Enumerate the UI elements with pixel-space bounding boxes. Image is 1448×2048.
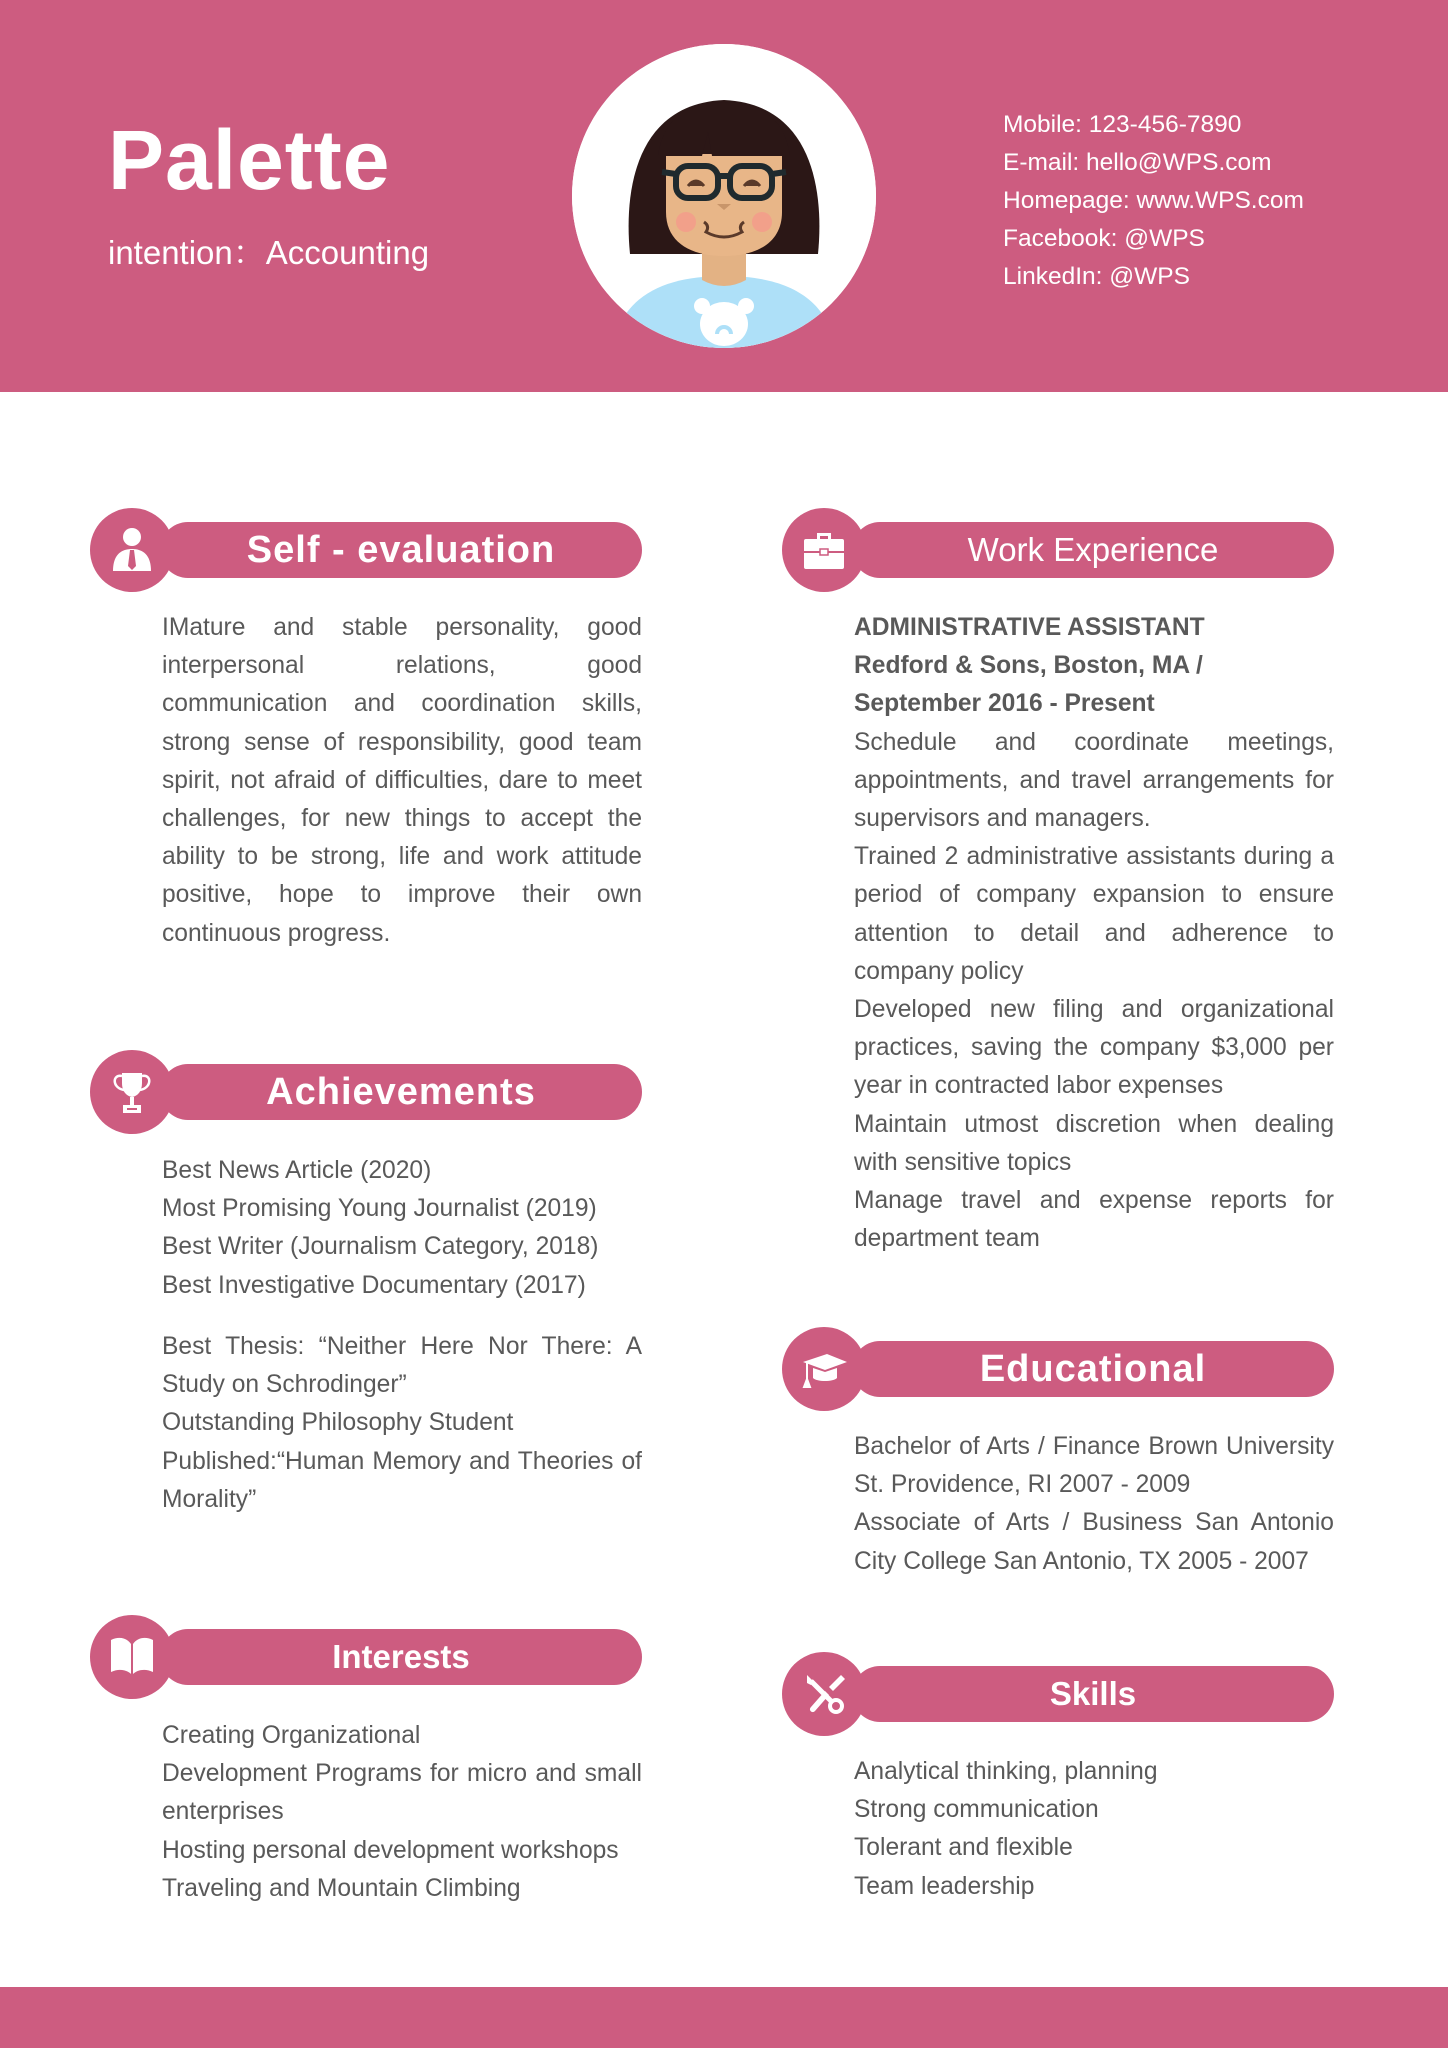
job-title: ADMINISTRATIVE ASSISTANT	[854, 614, 1205, 641]
list-item: Schedule and coordinate meetings, appointments, and travel arrangements for supervisors and managers.	[854, 728, 1334, 833]
section-header-educational	[782, 1327, 1334, 1411]
section-header-skills	[782, 1652, 1334, 1736]
header-band	[0, 0, 1448, 392]
list-item: Hosting personal development workshops	[162, 1836, 619, 1864]
briefcase-icon	[799, 525, 849, 575]
contact-mobile: Mobile: 123-456-7890	[1003, 111, 1242, 138]
candidate-name: Palette	[108, 113, 391, 207]
interests-list	[162, 1717, 642, 1908]
graduation-cap-icon	[799, 1344, 849, 1394]
wrench-screwdriver-icon	[799, 1669, 849, 1719]
contact-email[interactable]: E-mail: hello@WPS.com	[1003, 149, 1272, 176]
section-header-work-experience	[782, 508, 1334, 592]
contact-linkedin[interactable]: LinkedIn: @WPS	[1003, 263, 1190, 290]
contact-facebook[interactable]: Facebook: @WPS	[1003, 225, 1205, 252]
person-with-tie-icon	[107, 525, 157, 575]
list-item: Trained 2 administrative assistants during a period of company expansion to ensure attention to detail and adherence to company policy	[854, 843, 1334, 985]
list-item: Developed new filing and organizational practices, saving the company $3,000 per year in contracted labor expenses	[854, 996, 1334, 1100]
cartoon-girl-avatar-icon	[572, 44, 876, 348]
section-header-achievements	[90, 1050, 642, 1134]
open-book-icon	[107, 1632, 157, 1682]
list-item: Best Investigative Documentary (2017)	[162, 1271, 586, 1299]
list-item: Traveling and Mountain Climbing	[162, 1874, 521, 1902]
list-item: Associate of Arts / Business San Antonio City College San Antonio, TX 2005 - 2007	[854, 1509, 1334, 1575]
list-item: Creating Organizational	[162, 1722, 421, 1749]
work-experience-body	[854, 609, 1334, 1258]
contact-list	[1003, 106, 1304, 296]
section-title: Self - evaluation	[246, 529, 556, 571]
section-title: Work Experience	[967, 531, 1219, 568]
list-item: Tolerant and flexible	[854, 1834, 1073, 1862]
educational-list	[854, 1428, 1334, 1581]
job-period: September 2016 - Present	[854, 690, 1155, 718]
list-item: Development Programs for micro and small enterprises	[162, 1760, 642, 1826]
list-item: Bachelor of Arts / Finance Brown University St. Providence, RI 2007 - 2009	[854, 1433, 1334, 1499]
section-title: Achievements	[266, 1071, 536, 1113]
job-duties	[854, 724, 1334, 1259]
self-evaluation-text: IMature and stable personality, good interpersonal relations, good communication and coordination skills, strong sense of responsibility, good team spirit, not afraid of difficulties, dare to meet challenges, for new things to accept the ability to be strong, life and work attitude positive, hope to improve their own continuous progress.	[162, 614, 642, 947]
section-header-interests	[90, 1615, 642, 1699]
trophy-icon	[107, 1067, 157, 1117]
list-item: Best Writer (Journalism Category, 2018)	[162, 1233, 599, 1261]
list-item: Most Promising Young Journalist (2019)	[162, 1195, 597, 1223]
achievements-list	[162, 1152, 642, 1305]
list-item: Team leadership	[854, 1872, 1035, 1900]
skills-list	[854, 1753, 1334, 1906]
list-item: Published:“Human Memory and Theories of Morality”	[162, 1447, 642, 1513]
contact-homepage[interactable]: Homepage: www.WPS.com	[1003, 187, 1304, 214]
list-item: Outstanding Philosophy Student	[162, 1409, 514, 1437]
job-intention: intention：Accounting	[108, 234, 430, 271]
avatar	[572, 44, 876, 348]
achievements-list-2	[162, 1328, 642, 1519]
footer-band	[0, 1987, 1448, 2048]
section-title: Skills	[1049, 1675, 1137, 1712]
list-item: Strong communication	[854, 1796, 1099, 1824]
job-company: Redford & Sons, Boston, MA /	[854, 652, 1203, 680]
section-header-self-evaluation	[90, 508, 642, 592]
list-item: Analytical thinking, planning	[854, 1758, 1158, 1785]
section-title: Interests	[332, 1638, 470, 1675]
section-title: Educational	[979, 1348, 1207, 1390]
list-item: Maintain utmost discretion when dealing with sensitive topics	[854, 1110, 1334, 1176]
list-item: Best Thesis: “Neither Here Nor There: A Study on Schrodinger”	[162, 1333, 642, 1399]
list-item: Best News Article (2020)	[162, 1157, 432, 1184]
list-item: Manage travel and expense reports for department team	[854, 1187, 1334, 1253]
